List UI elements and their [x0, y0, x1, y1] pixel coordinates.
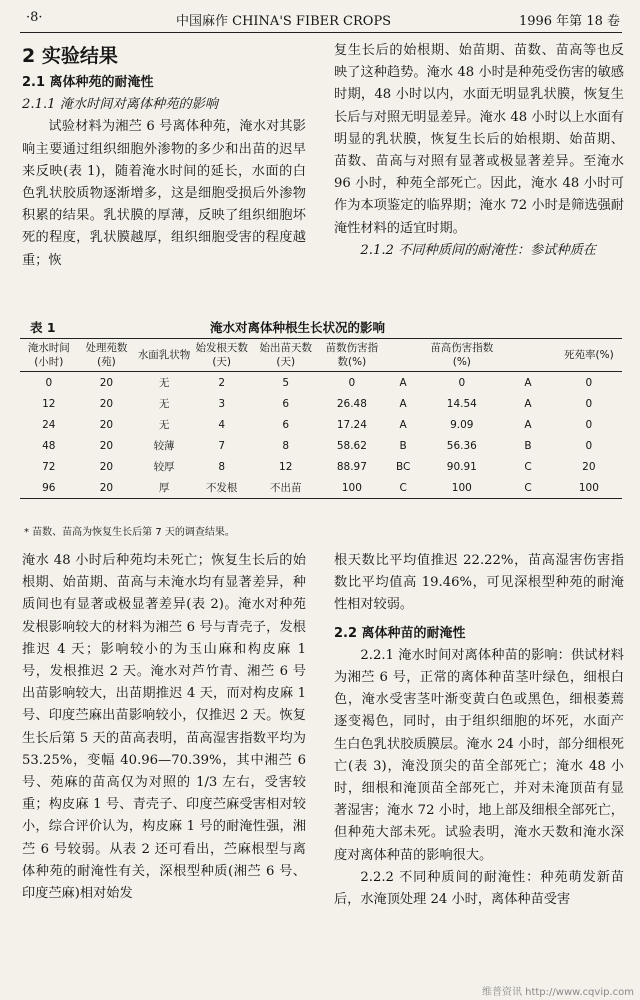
table-caption	[20, 318, 622, 338]
table-cell: 88.97	[336, 460, 367, 473]
table-footnote: * 苗数、苗高为恢复生长后第 7 天的调查结果。	[24, 527, 235, 538]
table-label: 表 1	[30, 320, 56, 335]
table-cell: 17.24	[336, 418, 367, 431]
table-cell: 24	[42, 418, 56, 431]
table-header-cell: 始出苗天数(天)	[251, 339, 321, 372]
table-cell: 90.91	[446, 460, 477, 473]
paragraph: 2.2.1 淹水时间对离体种苗的影响：供试材料为湘苎 6 号，正常的离体种苗茎叶绿色，细根白色，淹水受害茎叶渐变黄白色或黑色，细根萎蔫逐变褐色，同时，由于组织细胞的坏死，水面产生白色乳状胶质膜层。淹水 24 小时，部分细根死亡(表 3)，淹没顶尖的苗全部死亡；淹水 48 小时，细根和淹顶苗全部死亡，并对未淹顶苗有显著湿害；淹水 72 小时，地上部及细根全部死亡，但种苑大部未死。试验表明，淹水天数和淹水深度对离体种苗的影响很大。	[334, 647, 624, 863]
table-cell: 20	[78, 477, 136, 499]
table-cell: 5	[282, 376, 290, 389]
table-cell: 26.48	[336, 397, 367, 410]
table-cell: 8	[218, 460, 226, 473]
table-cell: A	[399, 397, 407, 410]
table-cell: 72	[42, 460, 56, 473]
table-cell: 12	[42, 397, 56, 410]
table-cell: 6	[282, 418, 290, 431]
table-cell: 20	[99, 418, 114, 431]
table-cell: C	[500, 477, 556, 499]
table-header-cell: 始发根天数(天)	[193, 339, 251, 372]
right-column-bottom	[334, 550, 624, 911]
table-header-cell: 淹水时间(小时)	[20, 339, 78, 372]
table-cell: 较厚	[153, 461, 175, 473]
table-cell: 20	[99, 397, 114, 410]
table-cell: 0	[348, 376, 356, 389]
table-header-cell: 苗数伤害指数(%)	[321, 339, 383, 372]
table-cell: 48	[42, 439, 56, 452]
table-row	[20, 477, 622, 499]
table-cell: 96	[20, 477, 78, 499]
table-header-cell: 处理苑数(苑)	[78, 339, 136, 372]
header-rule	[20, 32, 622, 33]
left-column-bottom	[22, 550, 306, 905]
table-cell: 9.09	[450, 418, 474, 431]
table-cell: A	[524, 376, 532, 389]
table-cell: A	[399, 418, 407, 431]
page-number: ·8·	[26, 10, 43, 25]
table-row	[20, 435, 622, 456]
table-header-cell	[500, 339, 556, 372]
table-cell: 100	[556, 477, 622, 499]
table-cell: 无	[158, 377, 170, 389]
table-cell: 20	[99, 460, 114, 473]
issue-info: 1996 年第 18 卷	[518, 14, 620, 29]
table-cell: 0	[458, 376, 466, 389]
table-cell: 20	[582, 460, 596, 473]
table-cell: 较薄	[153, 440, 175, 452]
table-row	[20, 393, 622, 414]
table-cell: 无	[158, 419, 170, 431]
table-header-row	[20, 339, 622, 372]
table-cell: 8	[282, 439, 290, 452]
table-cell: BC	[395, 460, 411, 473]
table-cell: C	[383, 477, 424, 499]
table-cell: 12	[279, 460, 293, 473]
table-cell: 20	[99, 439, 114, 452]
table-cell: 7	[218, 439, 226, 452]
table-cell: 58.62	[336, 439, 367, 452]
subsection-heading: 2.1 离体种苑的耐淹性	[22, 75, 154, 90]
running-header	[26, 10, 620, 30]
table-cell: B	[399, 439, 407, 452]
table-cell: 0	[585, 376, 593, 389]
table-cell: C	[524, 460, 532, 473]
table-cell: 100	[321, 477, 383, 499]
table-cell: 6	[282, 397, 290, 410]
table-cell: 0	[585, 397, 593, 410]
right-column-top	[334, 40, 624, 262]
table-title: 淹水对离体种根生长状况的影响	[210, 320, 386, 335]
paragraph: 试验材料为湘苎 6 号离体种苑，淹水对其影响主要通过组织细胞外渗物的多少和出苗的迟早来反映(表 1)，随着淹水时间的延长，水面的白色乳状胶质物逐渐增多，这是细胞受损后外渗物积累的结果。乳状膜的厚薄，反映了组织细胞坏死的程度，乳状膜越厚，组织细胞受害的程度越重；恢	[22, 119, 306, 268]
data-table	[20, 338, 622, 499]
table-cell: A	[524, 397, 532, 410]
table-cell: 20	[99, 376, 114, 389]
table-header-cell	[383, 339, 424, 372]
paragraph: 2.2.2 不同种质间的耐淹性：种苑萌发新苗后，水淹顶处理 24 小时，离体种苗受害	[334, 869, 624, 908]
subsubsection-heading: 2.1.1 淹水时间对离体种苑的影响	[22, 97, 218, 113]
table-cell: A	[399, 376, 407, 389]
table-row	[20, 456, 622, 477]
table-header-cell: 苗高伤害指数(%)	[423, 339, 500, 372]
table-cell: B	[524, 439, 532, 452]
table-cell: 0	[585, 418, 593, 431]
paragraph: 复生长后的始根期、始苗期、苗数、苗高等也反映了这种趋势。淹水 48 小时是种苑受伤害的敏感时期，48 小时以内，水面无明显乳状膜，恢复生长后与对照无明显差异。淹水 48 小时以上水面有明显的乳状膜，恢复生长后的始根期、始苗期、苗数、苗高与对照有显著或极显著差异。至淹水 96 小时，种苑全部死亡。因此，淹水 48 小时可作为本项鉴定的临界期；淹水 72 小时是筛选强耐淹性材料的适宜时期。	[334, 43, 624, 236]
table-row	[20, 414, 622, 435]
section-heading: 2 实验结果	[22, 45, 118, 67]
table-cell: 无	[158, 398, 170, 410]
table-header-cell: 水面乳状物	[135, 339, 193, 372]
table-cell: 14.54	[446, 397, 477, 410]
subsection-heading: 2.2 离体种苗的耐淹性	[334, 625, 466, 641]
table-cell: 3	[218, 397, 226, 410]
left-column-top	[22, 40, 306, 272]
table-cell: 0	[45, 376, 53, 389]
table-cell: 厚	[135, 477, 193, 499]
table-row	[20, 372, 622, 394]
table-cell: A	[524, 418, 532, 431]
subsubsection-heading: 2.1.2 不同种质间的耐淹性：参试种质在	[360, 242, 596, 258]
table-cell: 0	[585, 439, 593, 452]
table-cell: 4	[218, 418, 226, 431]
table-header-cell: 死苑率(%)	[556, 339, 622, 372]
watermark: 维普资讯 http://www.cqvip.com	[481, 987, 634, 998]
table-cell: 100	[423, 477, 500, 499]
table-cell: 56.36	[446, 439, 477, 452]
table-cell: 2	[218, 376, 226, 389]
table-cell: 不发根	[193, 477, 251, 499]
table-cell: 不出苗	[251, 477, 321, 499]
journal-name: 中国麻作 CHINA'S FIBER CROPS	[176, 14, 392, 29]
paragraph: 根天数比平均值推迟 22.22%，苗高湿害伤害指数比平均值高 19.46%，可见深根型种苑的耐淹性相对较弱。	[334, 553, 624, 613]
paragraph: 淹水 48 小时后种苑均未死亡；恢复生长后的始根期、始苗期、苗高与未淹水均有显著差异，种质间也有显著或极显著差异(表 2)。淹水对种苑发根影响较大的材料为湘苎 6 号与青壳子，发根推迟 4 天；影响较小的为玉山麻和构皮麻 1 号，发根推迟 2 天。淹水对芦竹青、湘苎 6 号出苗影响较大，出苗期推迟 4 天，而对构皮麻 1 号、印度苎麻出苗影响较小，仅推迟 2 天。恢复生长后第 5 天的苗高表明，苗高湿害指数平均为 53.25%，变幅 40.96—70.39%，其中湘苎 6 号、苑麻的苗高仅为对照的 1/3 左右，受害较重；构皮麻 1 号、青壳子、印度苎麻受害相对较小，综合评价认为，构皮麻 1 号的耐淹性强，湘苎 6 号较弱。从表 2 还可看出，苎麻根型与离体种苑的耐淹性有关，深根型种质(湘苎 6 号、印度苎麻)相对始发	[22, 553, 306, 902]
